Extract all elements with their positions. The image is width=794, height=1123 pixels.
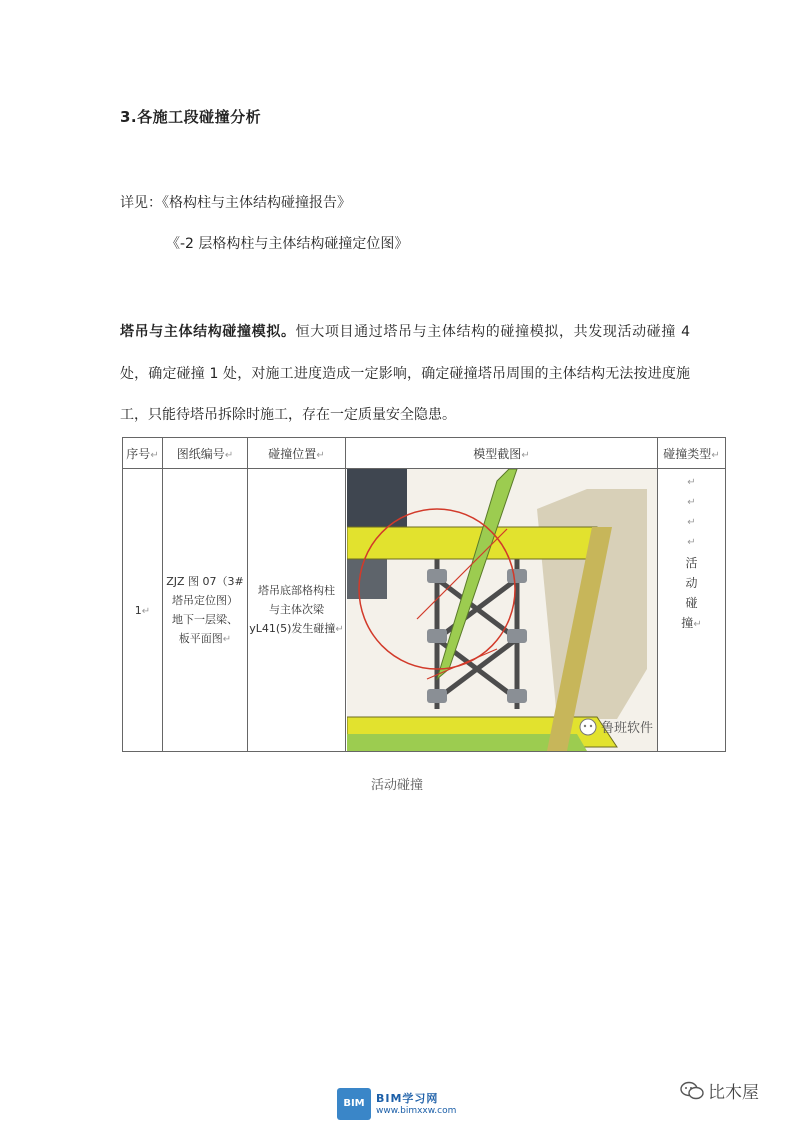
analysis-paragraph [120,312,690,437]
header-index: 序号↵ [123,438,163,469]
table-row [123,469,726,752]
cell-drawing: ZJZ 图 07（3# 塔吊定位图） 地下一层梁、 板平面图↵ [163,469,248,752]
header-type: 碰撞类型↵ [658,438,726,469]
cell-type: ↵ ↵ ↵ ↵ 活 动 碰 撞↵ [658,469,726,752]
cell-location: 塔吊底部格构柱 与主体次梁 yL41(5)发生碰撞↵ [248,469,346,752]
cell-model-screenshot [346,469,658,752]
model-screenshot-image [347,469,657,751]
footer-watermark-text: 比木屋 [708,1083,759,1103]
footer-watermark [680,1078,759,1103]
wechat-icon [680,1081,704,1101]
clash-table [122,437,726,752]
report-reference: 详见：《格构柱与主体结构碰撞报告》 [120,195,351,211]
bim-logo-url: www.bimxxw.com [376,1106,457,1116]
watermark-badge [580,719,653,736]
beam-upper-yellow [347,527,597,559]
cell-index: 1↵ [123,469,163,752]
header-location: 碰撞位置↵ [248,438,346,469]
image-watermark: 鲁班软件 [600,721,653,736]
drawing-reference: 《-2 层格构柱与主体结构碰撞定位图》 [166,236,409,252]
table-header-row [123,438,726,469]
paragraph-body: 恒大项目通过塔吊与主体结构的碰撞模拟，共发现活动碰撞 4 处，确定碰撞 1 处，对施工进度造成一定影响，确定碰撞塔吊周围的主体结构无法按进度施工，只能待塔吊拆除时施工，存在一定质量安全隐患。 [120,324,691,423]
header-drawing: 图纸编号↵ [163,438,248,469]
bim-logo-icon: BIM [337,1088,371,1120]
figure-caption: 活动碰撞 [370,778,423,793]
paragraph-lead: 塔吊与主体结构碰撞模拟。 [120,324,296,340]
header-screenshot: 模型截图↵ [346,438,658,469]
section-heading: 3.各施工段碰撞分析 [120,108,262,126]
bim-logo-name: BIM学习网 [376,1092,439,1105]
